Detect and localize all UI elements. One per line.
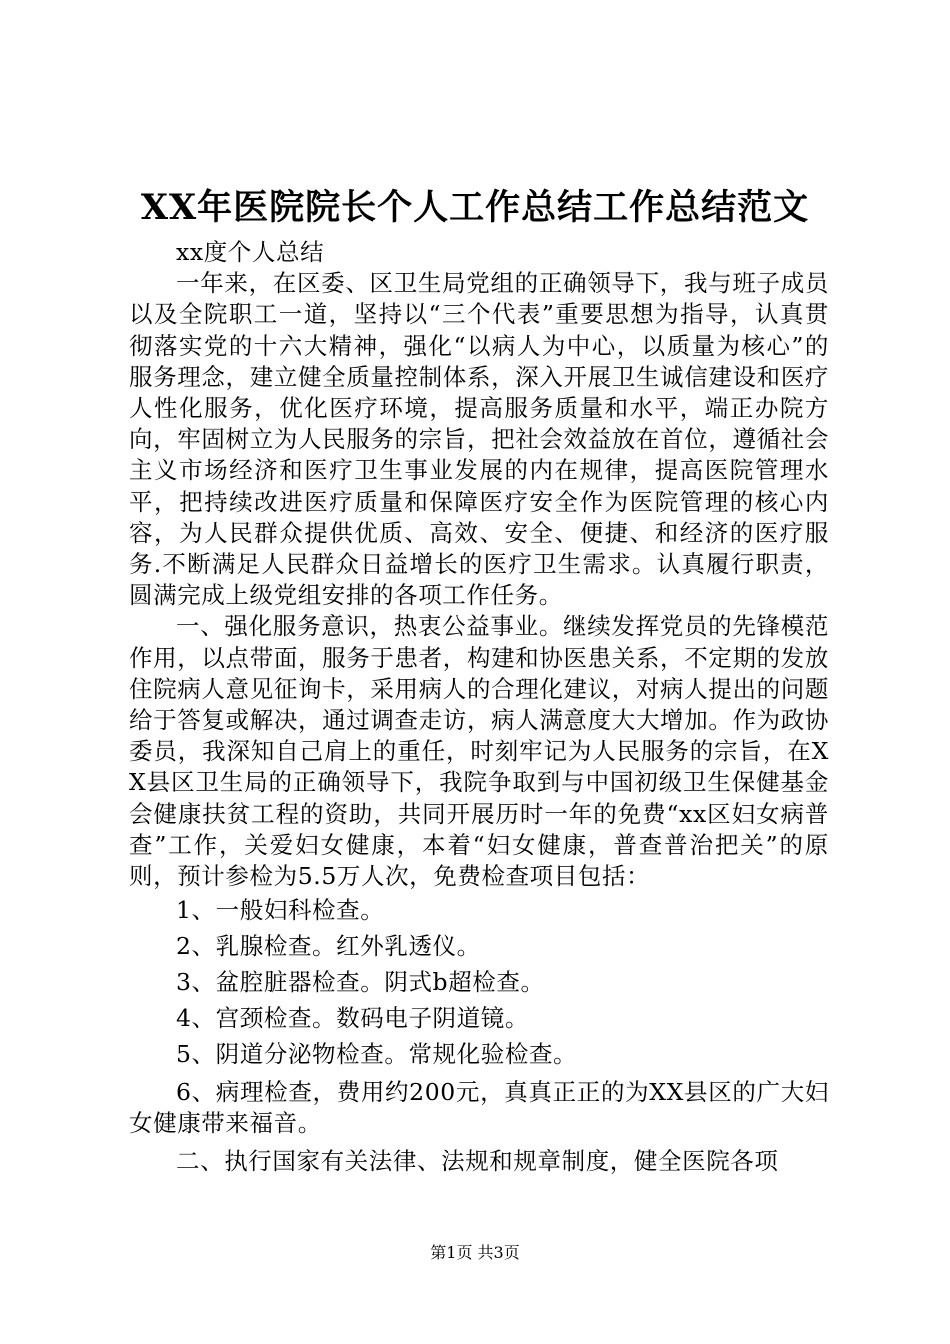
document-subtitle: xx度个人总结 xyxy=(176,238,325,266)
list-item: 1、一般妇科检查。 xyxy=(176,896,385,925)
list-item: 3、盆腔脏器检查。阴式b超检查。 xyxy=(176,968,545,997)
list-item: 5、阴道分泌物检查。常规化验检查。 xyxy=(176,1040,578,1069)
list-item-6: 6、病理检查，费用约200元，真真正正的为XX县区的广大妇女健康带来福音。 xyxy=(129,1078,829,1138)
document-title: XX年医院院长个人工作总结工作总结范文 xyxy=(140,187,810,228)
paragraph-intro: 一年来，在区委、区卫生局党组的正确领导下，我与班子成员以及全院职工一道，坚持以“三个代表”重要思想为指导，认真贯彻落实党的十六大精神，强化“以病人为中心，以质量为核心”的服务理念，建立健全质量控制体系，深入开展卫生诚信建设和医疗人性化服务，优化医疗环境，提高服务质量和水平，端正办院方向，牢固树立为人民服务的宗旨，把社会效益放在首位，遵循社会主义市场经济和医疗卫生事业发展的内在规律，提高医院管理水平，把持续改进医疗质量和保障医疗安全作为医院管理的核心内容，为人民群众提供优质、高效、安全、便捷、和经济的医疗服务.不断满足人民群众日益增长的医疗卫生需求。认真履行职责，圆满完成上级党组安排的各项工作任务。 xyxy=(129,269,829,610)
document-body xyxy=(129,237,829,1177)
page-footer: 第1页 共3页 xyxy=(430,1243,520,1262)
list-item: 4、宫颈检查。数码电子阴道镜。 xyxy=(176,1004,529,1033)
paragraph-section-2: 二、执行国家有关法律、法规和规章制度，健全医院各项 xyxy=(176,1146,779,1175)
list-item: 2、乳腺检查。红外乳透仪。 xyxy=(176,932,481,961)
paragraph-section-1: 一、强化服务意识，热衷公益事业。继续发挥党员的先锋模范作用，以点带面，服务于患者，构建和协医患关系，不定期的发放住院病人意见征询卡，采用病人的合理化建议，对病人提出的问题给于答复或解决，通过调查走访，病人满意度大大增加。作为政协委员，我深知自己肩上的重任，时刻牢记为人民服务的宗旨，在XX县区卫生局的正确领导下，我院争取到与中国初级卫生保健基金会健康扶贫工程的资助，共同开展历时一年的免费“xx区妇女病普查”工作，关爱妇女健康，本着“妇女健康，普查普治把关”的原则，预计参检为5.5万人次，免费检查项目包括： xyxy=(129,612,829,891)
